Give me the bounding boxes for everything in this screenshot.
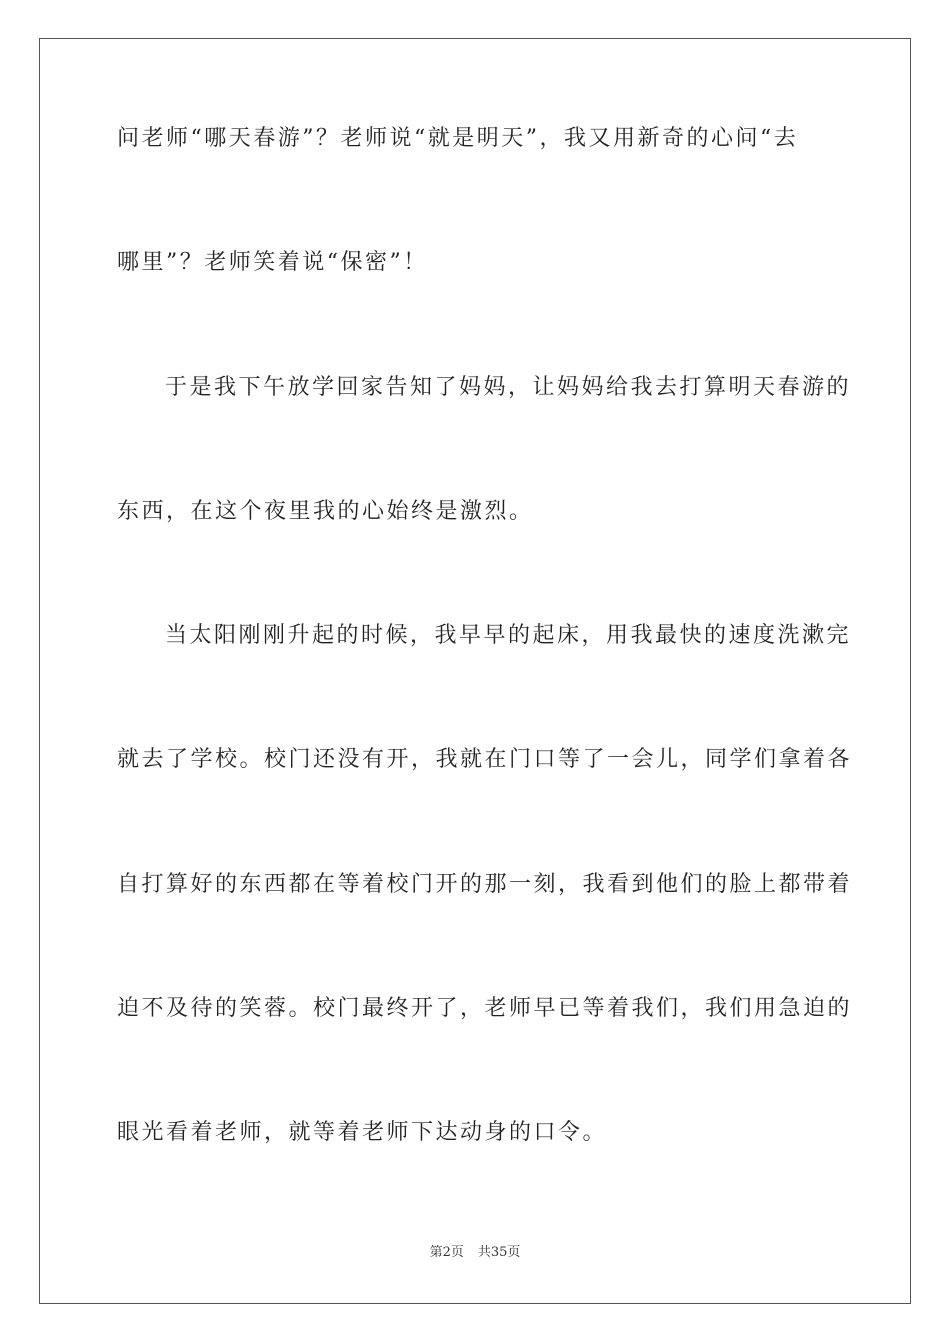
page-footer xyxy=(0,1244,950,1262)
text-line: 哪里”？老师笑着说“保密”！ xyxy=(117,250,428,275)
text-line: 自打算好的东西都在等着校门开的那一刻，我看到他们的脸上都带着 xyxy=(117,872,853,897)
text-line: 当太阳刚刚升起的时候，我早早的起床，用我最快的速度洗漱完 xyxy=(165,623,852,648)
text-line: 于是我下午放学回家告知了妈妈，让妈妈给我去打算明天春游的 xyxy=(165,375,852,400)
page-number: 第2页 xyxy=(429,1245,464,1260)
page-border xyxy=(39,38,911,1304)
text-line: 就去了学校。校门还没有开，我就在门口等了一会儿，同学们拿着各 xyxy=(117,747,853,772)
page-total: 共35页 xyxy=(477,1245,521,1260)
text-line: 眼光看着老师，就等着老师下达动身的口令。 xyxy=(117,1120,608,1145)
text-line: 问老师“哪天春游”？老师说“就是明天”，我又用新奇的心问“去 xyxy=(117,126,799,151)
text-line: 迫不及待的笑蓉。校门最终开了，老师早已等着我们，我们用急迫的 xyxy=(117,996,853,1021)
text-line: 东西，在这个夜里我的心始终是激烈。 xyxy=(117,499,534,524)
